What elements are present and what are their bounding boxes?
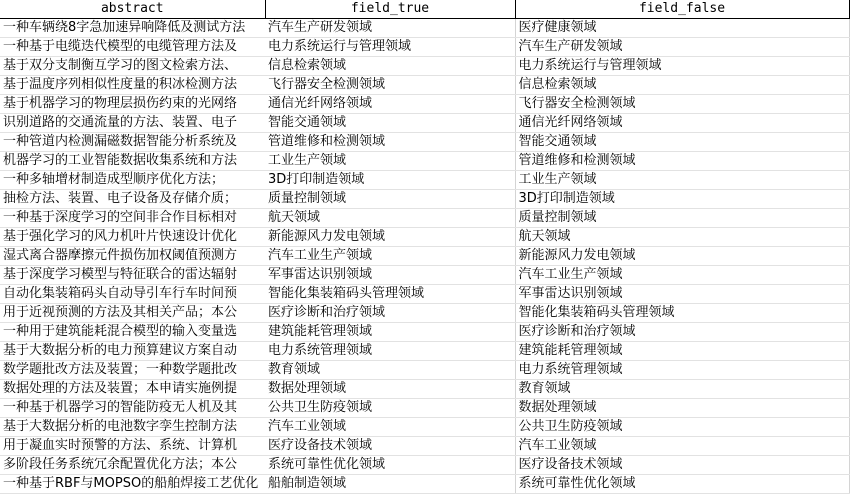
table-row <box>0 190 849 209</box>
cell-field-true[interactable]: 通信光纤网络领域 <box>265 95 515 114</box>
cell-field-false[interactable]: 汽车生产研发领域 <box>515 38 849 57</box>
cell-field-false[interactable]: 数据处理领域 <box>515 399 849 418</box>
cell-field-false[interactable]: 公共卫生防疫领域 <box>515 418 849 437</box>
table-row <box>0 57 849 76</box>
cell-field-true[interactable]: 3D打印制造领域 <box>265 171 515 190</box>
table-row <box>0 285 849 304</box>
cell-field-true[interactable]: 医疗设备技术领域 <box>265 437 515 456</box>
cell-abstract[interactable]: 一种车辆绕8字急加速异响降低及测试方法 <box>0 19 265 38</box>
cell-field-false[interactable]: 管道维修和检测领域 <box>515 152 849 171</box>
table-row <box>0 152 849 171</box>
cell-field-true[interactable]: 汽车工业领域 <box>265 418 515 437</box>
cell-field-false[interactable]: 通信光纤网络领域 <box>515 114 849 133</box>
cell-abstract[interactable]: 基于机器学习的物理层损伤约束的光网络 <box>0 95 265 114</box>
cell-abstract[interactable]: 抽检方法、装置、电子设备及存储介质； <box>0 190 265 209</box>
cell-abstract[interactable]: 基于强化学习的风力机叶片快速设计优化 <box>0 228 265 247</box>
table-row <box>0 437 849 456</box>
cell-field-false[interactable]: 工业生产领域 <box>515 171 849 190</box>
cell-abstract[interactable]: 一种基于深度学习的空间非合作目标相对 <box>0 209 265 228</box>
table-row <box>0 380 849 399</box>
table-row <box>0 304 849 323</box>
table-row <box>0 171 849 190</box>
cell-field-true[interactable]: 智能交通领域 <box>265 114 515 133</box>
table-row <box>0 38 849 57</box>
cell-abstract[interactable]: 一种管道内检测漏磁数据智能分析系统及 <box>0 133 265 152</box>
cell-field-false[interactable]: 智能化集装箱码头管理领域 <box>515 304 849 323</box>
table-row <box>0 266 849 285</box>
cell-field-true[interactable]: 信息检索领域 <box>265 57 515 76</box>
table-row <box>0 323 849 342</box>
cell-field-true[interactable]: 军事雷达识别领域 <box>265 266 515 285</box>
table-row <box>0 399 849 418</box>
cell-field-true[interactable]: 管道维修和检测领域 <box>265 133 515 152</box>
cell-abstract[interactable]: 识别道路的交通流量的方法、装置、电子 <box>0 114 265 133</box>
cell-abstract[interactable]: 基于大数据分析的电力预算建议方案自动 <box>0 342 265 361</box>
cell-abstract[interactable]: 一种基于电缆迭代模型的电缆管理方法及 <box>0 38 265 57</box>
cell-field-false[interactable]: 汽车工业生产领域 <box>515 266 849 285</box>
table-row <box>0 247 849 266</box>
cell-abstract[interactable]: 湿式离合器摩擦元件损伤加权阈值预测方 <box>0 247 265 266</box>
cell-field-true[interactable]: 建筑能耗管理领域 <box>265 323 515 342</box>
cell-abstract[interactable]: 基于温度序列相似性度量的积冰检测方法 <box>0 76 265 95</box>
cell-field-true[interactable]: 医疗诊断和治疗领域 <box>265 304 515 323</box>
cell-field-true[interactable]: 电力系统运行与管理领域 <box>265 38 515 57</box>
column-header-field-true[interactable]: field_true <box>265 0 515 19</box>
cell-abstract[interactable]: 基于深度学习模型与特征联合的雷达辐射 <box>0 266 265 285</box>
table-row <box>0 76 849 95</box>
cell-field-true[interactable]: 质量控制领域 <box>265 190 515 209</box>
table-row <box>0 418 849 437</box>
table-row <box>0 361 849 380</box>
cell-field-false[interactable]: 医疗设备技术领域 <box>515 456 849 475</box>
cell-field-false[interactable]: 新能源风力发电领域 <box>515 247 849 266</box>
cell-field-false[interactable]: 军事雷达识别领域 <box>515 285 849 304</box>
table-row <box>0 19 849 38</box>
table-row <box>0 114 849 133</box>
cell-field-false[interactable]: 飞行器安全检测领域 <box>515 95 849 114</box>
cell-field-true[interactable]: 工业生产领域 <box>265 152 515 171</box>
cell-field-false[interactable]: 建筑能耗管理领域 <box>515 342 849 361</box>
cell-field-false[interactable]: 电力系统管理领域 <box>515 361 849 380</box>
cell-abstract[interactable]: 机器学习的工业智能数据收集系统和方法 <box>0 152 265 171</box>
cell-field-false[interactable]: 航天领域 <box>515 228 849 247</box>
cell-field-false[interactable]: 信息检索领域 <box>515 76 849 95</box>
cell-field-true[interactable]: 飞行器安全检测领域 <box>265 76 515 95</box>
cell-field-false[interactable]: 系统可靠性优化领域 <box>515 475 849 494</box>
table-row <box>0 228 849 247</box>
cell-abstract[interactable]: 自动化集装箱码头自动导引车行车时间预 <box>0 285 265 304</box>
cell-abstract[interactable]: 一种用于建筑能耗混合模型的输入变量选 <box>0 323 265 342</box>
cell-field-true[interactable]: 船舶制造领域 <box>265 475 515 494</box>
cell-field-true[interactable]: 新能源风力发电领域 <box>265 228 515 247</box>
column-header-abstract[interactable]: abstract <box>0 0 265 19</box>
header-row <box>0 0 849 19</box>
table-row <box>0 95 849 114</box>
cell-abstract[interactable]: 一种基于RBF与MOPSO的船舶焊接工艺优化 <box>0 475 265 494</box>
cell-abstract[interactable]: 用于凝血实时预警的方法、系统、计算机 <box>0 437 265 456</box>
cell-abstract[interactable]: 多阶段任务系统冗余配置优化方法；本公 <box>0 456 265 475</box>
table-row <box>0 456 849 475</box>
cell-abstract[interactable]: 基于双分支制衡互学习的图文检索方法、 <box>0 57 265 76</box>
table-row <box>0 342 849 361</box>
table-row <box>0 475 849 494</box>
cell-field-true[interactable]: 航天领域 <box>265 209 515 228</box>
table-body <box>0 19 849 494</box>
cell-abstract[interactable]: 数据处理的方法及装置；本申请实施例提 <box>0 380 265 399</box>
cell-field-true[interactable]: 汽车生产研发领域 <box>265 19 515 38</box>
cell-field-false[interactable]: 智能交通领域 <box>515 133 849 152</box>
cell-field-false[interactable]: 医疗健康领域 <box>515 19 849 38</box>
table-row <box>0 133 849 152</box>
cell-abstract[interactable]: 一种基于机器学习的智能防疫无人机及其 <box>0 399 265 418</box>
cell-field-false[interactable]: 电力系统运行与管理领域 <box>515 57 849 76</box>
cell-field-false[interactable]: 医疗诊断和治疗领域 <box>515 323 849 342</box>
cell-field-true[interactable]: 数据处理领域 <box>265 380 515 399</box>
cell-field-false[interactable]: 3D打印制造领域 <box>515 190 849 209</box>
cell-field-false[interactable]: 汽车工业领域 <box>515 437 849 456</box>
cell-field-true[interactable]: 教育领域 <box>265 361 515 380</box>
cell-field-true[interactable]: 电力系统管理领域 <box>265 342 515 361</box>
cell-field-true[interactable]: 汽车工业生产领域 <box>265 247 515 266</box>
cell-field-true[interactable]: 智能化集装箱码头管理领域 <box>265 285 515 304</box>
cell-abstract[interactable]: 基于大数据分析的电池数字孪生控制方法 <box>0 418 265 437</box>
column-header-field-false[interactable]: field_false <box>515 0 849 19</box>
table-row <box>0 209 849 228</box>
cell-abstract[interactable]: 数学题批改方法及装置；一种数学题批改 <box>0 361 265 380</box>
cell-abstract[interactable]: 用于近视预测的方法及其相关产品；本公 <box>0 304 265 323</box>
cell-field-false[interactable]: 质量控制领域 <box>515 209 849 228</box>
cell-field-true[interactable]: 公共卫生防疫领域 <box>265 399 515 418</box>
cell-abstract[interactable]: 一种多轴增材制造成型顺序优化方法； <box>0 171 265 190</box>
cell-field-true[interactable]: 系统可靠性优化领域 <box>265 456 515 475</box>
cell-field-false[interactable]: 教育领域 <box>515 380 849 399</box>
